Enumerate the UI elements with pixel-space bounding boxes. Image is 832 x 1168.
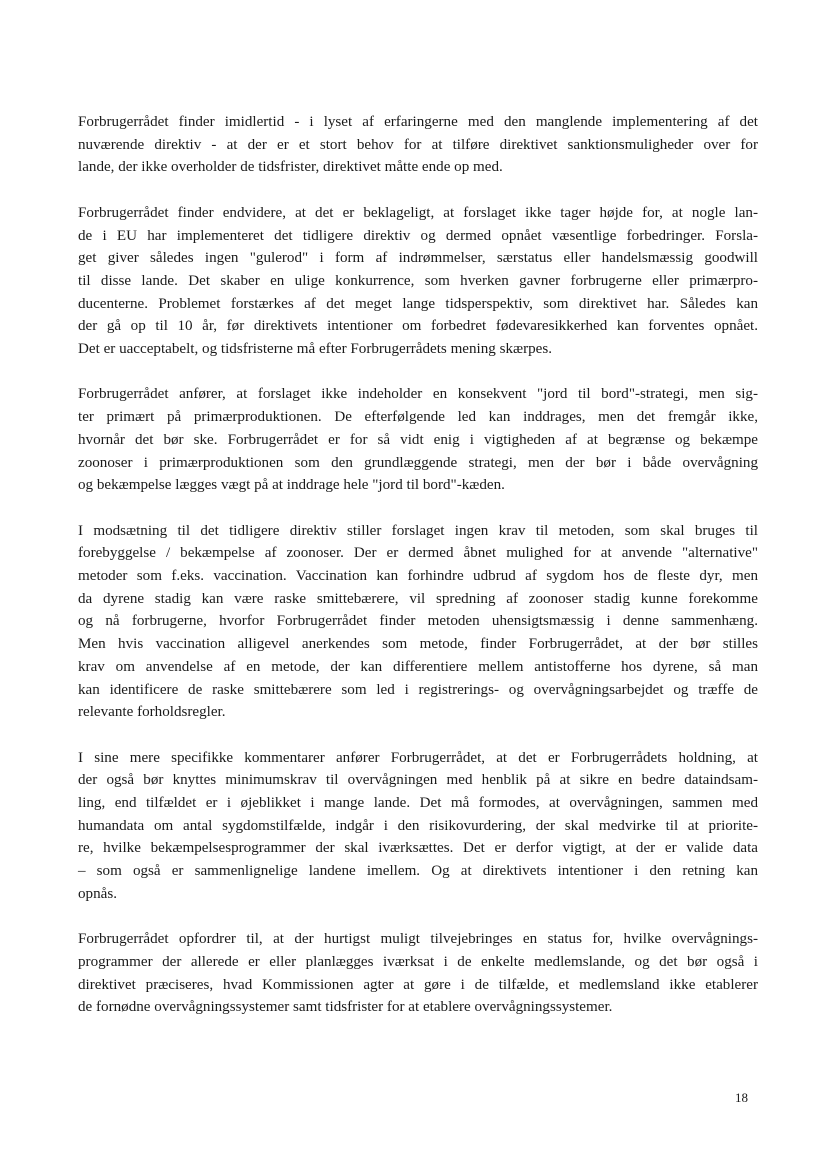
text-line: og nå forbrugerne, hvorfor Forbrugerrådet finder metoden uhensigtsmæssig i denne sammenhæng.	[78, 613, 758, 630]
text-line: ter primært på primærproduktionen. De efterfølgende led kan inddrages, men det fremgår ikke,	[78, 409, 758, 426]
text-line: kan identificere de raske smittebærere som led i registrerings- og overvågningsarbejdet og træffe de	[78, 681, 758, 698]
text-line: programmer der allerede er eller planlægges iværksat i de enkelte medlemslande, og det bør også i	[78, 953, 758, 970]
text-line: Men hvis vaccination alligevel anerkendes som metode, finder Forbrugerrådet, at der bør stilles	[78, 636, 758, 653]
text-line: de i EU har implementeret det tidligere direktiv og dermed opnået væsentlige forbedringer. Forsla-	[78, 227, 758, 244]
paragraph	[78, 111, 758, 179]
text-line: Det er uacceptabelt, og tidsfristerne må efter Forbrugerrådets mening skærpes.	[78, 341, 553, 358]
paragraph	[78, 383, 758, 497]
paragraph	[78, 928, 758, 1019]
text-line: opnås.	[78, 885, 117, 902]
text-line: nuværende direktiv - at der er et stort behov for at tilføre direktivet sanktionsmuligheder over for	[78, 136, 758, 153]
text-line: Forbrugerrådet finder imidlertid - i lyset af erfaringerne med den manglende implementering af det	[78, 114, 758, 130]
text-line: re, hvilke bekæmpelsesprogrammer der skal iværksættes. Det er derfor vigtigt, at der er valide data	[78, 840, 758, 857]
text-line: I modsætning til det tidligere direktiv stiller forslaget ingen krav til metoden, som skal bruges til	[78, 522, 758, 539]
text-line: ling, end tilfældet er i øjeblikket i mange lande. Det må formodes, at overvågningen, sammen med	[78, 795, 758, 812]
text-line: lande, der ikke overholder de tidsfrister, direktivet måtte ende op med.	[78, 159, 503, 176]
paragraph	[78, 747, 758, 906]
text-line: og bekæmpelse lægges vægt på at inddrage hele "jord til bord"-kæden.	[78, 477, 505, 494]
document-body	[78, 111, 758, 1042]
text-line: krav om anvendelse af en metode, der kan differentiere mellem antistofferne hos dyrene, så man	[78, 658, 758, 675]
text-line: get giver således ingen "gulerod" i form af indrømmelser, særstatus eller handelsmæssig goodwill	[78, 250, 758, 267]
text-line: Forbrugerrådet finder endvidere, at det er beklageligt, at forslaget ikke tager højde for, at nogle lan-	[78, 204, 758, 221]
text-line: Forbrugerrådet anfører, at forslaget ikke indeholder en konsekvent "jord til bord"-strategi, men sig-	[78, 386, 758, 403]
text-line: der gå op til 10 år, før direktivets intentioner om forbedret fødevaresikkerhed kan forventes opnået.	[78, 318, 758, 335]
text-line: zoonoser i primærproduktionen som den grundlæggende strategi, men der bør i både overvågning	[78, 454, 758, 471]
text-line: ducenterne. Problemet forstærkes af det meget lange tidsperspektiv, som direktivet har. Således kan	[78, 295, 758, 312]
text-line: Forbrugerrådet opfordrer til, at der hurtigst muligt tilvejebringes en status for, hvilke overvågnings-	[78, 931, 758, 948]
paragraph	[78, 202, 758, 361]
text-line: hvornår det bør ske. Forbrugerrådet er for så vidt enig i vigtigheden af at begrænse og bekæmpe	[78, 431, 758, 448]
text-line: der også bør knyttes minimumskrav til overvågningen med henblik på at sikre en bedre dataindsam-	[78, 772, 758, 789]
text-line: humandata om antal sygdomstilfælde, indgår i den risikovurdering, der skal medvirke til at priorite-	[78, 817, 758, 834]
text-line: I sine mere specifikke kommentarer anfører Forbrugerrådet, at det er Forbrugerrådets holdning, at	[78, 749, 758, 766]
page-number: 18	[735, 1090, 748, 1105]
text-line: metoder som f.eks. vaccination. Vaccination kan forhindre udbrud af sygdom hos de fleste dyr, men	[78, 568, 758, 585]
text-line: direktivet præciseres, hvad Kommissionen agter at gøre i de tilfælde, et medlemsland ikke etablerer	[78, 976, 758, 993]
paragraph	[78, 520, 758, 724]
text-line: – som også er sammenlignelige landene imellem. Og at direktivets intentioner i den retning kan	[78, 863, 758, 880]
text-line: til disse lande. Det skaber en ulige konkurrence, som hverken gavner forbrugerne eller primærpro-	[78, 272, 758, 289]
text-line: relevante forholdsregler.	[78, 704, 226, 721]
text-line: da dyrene stadig kan være raske smittebærere, vil spredning af zoonoser stadig kunne forekomme	[78, 590, 758, 607]
text-line: de fornødne overvågningssystemer samt tidsfrister for at etablere overvågningssystemer.	[78, 999, 613, 1016]
text-line: forebyggelse / bekæmpelse af zoonoser. Der er dermed åbnet mulighed for at anvende "alternative"	[78, 545, 758, 562]
